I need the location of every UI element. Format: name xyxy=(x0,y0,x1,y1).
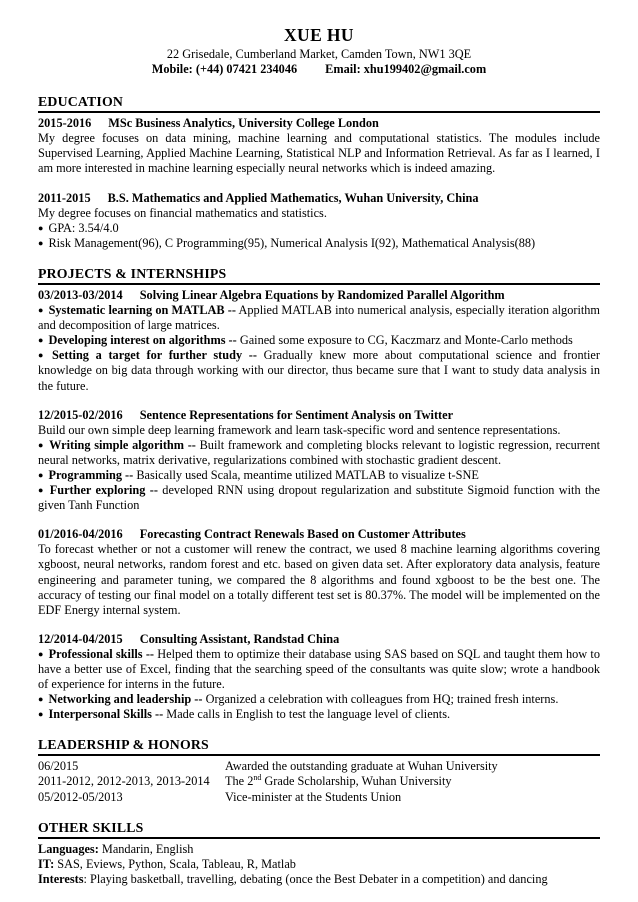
bullet-text: Gradually knew more about computational science and frontier knowledge on big data through working with our director, thus became sure that I want to study data analysis in the future. xyxy=(38,348,600,393)
skills-heading: OTHER SKILLS xyxy=(38,819,600,839)
section-leadership xyxy=(38,736,600,804)
mobile-number: Mobile: (+44) 07421 234046 xyxy=(151,62,298,77)
bullet-text: Applied MATLAB into numerical analysis, especially iteration algorithm and decomposition of large matrices. xyxy=(38,303,600,333)
honor-date: 06/2015 xyxy=(38,759,79,774)
education-entry xyxy=(38,116,600,176)
honor-description: Vice-minister at the Students Union xyxy=(225,789,402,804)
bullet-lead: Setting a target for further study -- xyxy=(52,348,257,363)
bullet-item xyxy=(38,468,600,483)
bullet-lead: Programming -- xyxy=(48,467,134,482)
entry-title: Consulting Assistant, Randstad China xyxy=(139,631,340,646)
entry-date: 2015-2016 xyxy=(38,116,92,131)
bullet-text: Helped them to optimize their database using SAS based on SQL and taught them how to have a better use of Excel, finding that the searching speed of the consultants was quite slow; wrote a handbook of experience for interns in the future. xyxy=(38,646,601,692)
honor-row xyxy=(38,759,600,774)
project-entry xyxy=(38,408,600,514)
bullet-lead: Professional skills -- xyxy=(48,646,155,661)
email-address: Email: xhu199402@gmail.com xyxy=(325,62,487,77)
person-name: XUE HU xyxy=(284,25,354,45)
entry-title: Sentence Representations for Sentiment Analysis on Twitter xyxy=(139,407,454,422)
bullet-text: Gained some exposure to CG, Kaczmarz and Monte-Carlo methods xyxy=(236,333,573,348)
bullet-lead: Systematic learning on MATLAB -- xyxy=(48,303,236,318)
entry-title: Solving Linear Algebra Equations by Randomized Parallel Algorithm xyxy=(139,287,505,302)
honor-row xyxy=(38,790,600,805)
entry-description: To forecast whether or not a customer will renew the contract, we used 8 machine learning algorithms covering xgboost, neural networks, random forest and etc. based on given data set. After exploratory data analysis, feature engineering and parameter tuning, we compared the 8 algorithms and found xgboost to be the best one. The accuracy of testing our final model on a totally different test set is 80.37%. The model will be implemented on the EDF Energy internal system. xyxy=(38,542,600,617)
projects-heading: PROJECTS & INTERNSHIPS xyxy=(38,265,600,285)
education-heading: EDUCATION xyxy=(38,93,600,113)
honor-description: Awarded the outstanding graduate at Wuhan University xyxy=(225,759,498,774)
entry-title-line xyxy=(38,116,600,131)
entry-date: 2011-2015 xyxy=(38,190,91,205)
bullet-text: Made calls in English to test the language level of clients. xyxy=(163,707,451,722)
bullet-item: ● GPA: 3.54/4.0 xyxy=(38,221,600,236)
skills-line-interests xyxy=(38,872,600,887)
entry-title: MSc Business Analytics, University College London xyxy=(108,116,379,131)
bullet-lead: Writing simple algorithm -- xyxy=(49,437,196,452)
entry-title-line xyxy=(38,632,600,647)
honor-description xyxy=(225,774,452,789)
bullet-item xyxy=(38,483,600,513)
bullet-item xyxy=(38,303,600,333)
bullet-item xyxy=(38,707,600,722)
bullet-item: ● Risk Management(96), C Programming(95), Numerical Analysis I(92), Mathematical Analysis(88) xyxy=(38,236,600,251)
honor-desc-post: Grade Scholarship, Wuhan University xyxy=(261,774,452,789)
project-entry xyxy=(38,288,600,394)
bullet-item xyxy=(38,692,600,707)
leadership-heading: LEADERSHIP & HONORS xyxy=(38,736,600,756)
entry-title-line xyxy=(38,408,600,423)
bullet-lead: Developing interest on algorithms -- xyxy=(48,333,237,348)
address-line: 22 Grisedale, Cumberland Market, Camden Town, NW1 3QE xyxy=(166,47,472,61)
bullet-item xyxy=(38,348,600,393)
section-other-skills xyxy=(38,819,600,887)
resume-header xyxy=(38,25,600,77)
honor-desc-pre: The 2 xyxy=(225,774,254,789)
skills-value: : Playing basketball, travelling, debating (once the Best Debater in a competition) and dancing xyxy=(83,871,548,886)
skills-label: Interests xyxy=(38,871,84,886)
bullet-text: Organized a celebration with colleagues from HQ; trained fresh interns. xyxy=(202,692,559,707)
bullet-item xyxy=(38,333,600,348)
skills-label: Languages: xyxy=(38,841,99,856)
entry-title-line xyxy=(38,288,600,303)
entry-title-line xyxy=(38,527,600,542)
entry-description: My degree focuses on financial mathematics and statistics. xyxy=(38,205,327,220)
bullet-item xyxy=(38,647,600,692)
entry-date: 12/2015-02/2016 xyxy=(38,407,123,422)
skills-line-it xyxy=(38,857,600,872)
skills-label: IT: xyxy=(38,856,55,871)
entry-title: B.S. Mathematics and Applied Mathematics, Wuhan University, China xyxy=(107,190,479,205)
project-entry xyxy=(38,527,600,618)
skills-value: SAS, Eviews, Python, Scala, Tableau, R, Matlab xyxy=(54,856,296,871)
entry-date: 12/2014-04/2015 xyxy=(38,631,123,646)
bullet-lead: Further exploring -- xyxy=(49,483,158,498)
education-entry xyxy=(38,191,600,251)
entry-description: Build our own simple deep learning framework and learn task-specific word and sentence representations. xyxy=(38,422,561,437)
honor-date: 05/2012-05/2013 xyxy=(38,789,123,804)
honor-row xyxy=(38,774,600,789)
entry-description: My degree focuses on data mining, machine learning and computational statistics. The modules include Supervised Learning, Applied Machine Learning, Statistical NLP and Information Retrieval. As far as I learned, I am more interested in machine learning especially neural networks which is indeed amazing. xyxy=(38,131,600,176)
ordinal-superscript: nd xyxy=(253,773,262,783)
bullet-text: Built framework and completing blocks relevant to logistic regression, recurrent neural networks, matrix derivative, regularizations combined with stochastic gradient descent. xyxy=(38,437,601,467)
skills-value: Mandarin, English xyxy=(98,841,194,856)
bullet-text: developed RNN using dropout regularization and substitute Sigmoid function with the given Tanh Function xyxy=(38,483,601,513)
bullet-item xyxy=(38,438,600,468)
project-entry xyxy=(38,632,600,723)
skills-line-languages xyxy=(38,842,600,857)
bullet-lead: Networking and leadership -- xyxy=(48,692,203,707)
entry-date: 01/2016-04/2016 xyxy=(38,527,123,542)
entry-title: Forecasting Contract Renewals Based on Customer Attributes xyxy=(139,527,466,542)
section-education xyxy=(38,93,600,251)
bullet-text: Basically used Scala, meantime utilized MATLAB to visualize t-SNE xyxy=(133,467,479,482)
section-projects xyxy=(38,265,600,722)
bullet-lead: Interpersonal Skills -- xyxy=(48,707,164,722)
contact-line xyxy=(38,62,600,77)
entry-title-line xyxy=(38,191,600,206)
entry-date: 03/2013-03/2014 xyxy=(38,287,123,302)
honor-date: 2011-2012, 2012-2013, 2013-2014 xyxy=(38,774,210,789)
